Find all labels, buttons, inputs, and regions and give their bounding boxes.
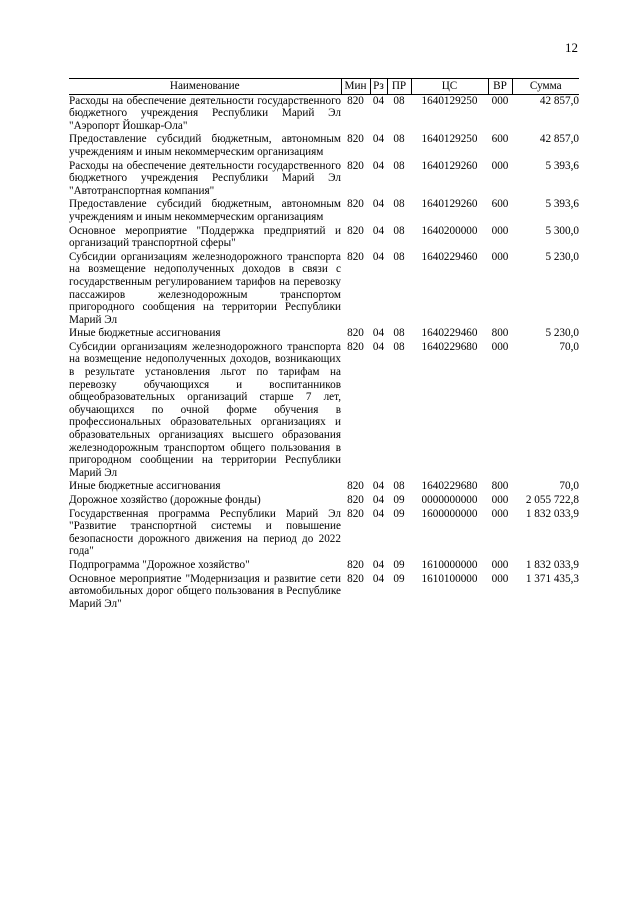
cell-pr: 09 xyxy=(393,494,405,506)
col-header-sum: Сумма xyxy=(512,79,579,95)
cell-vr: 000 xyxy=(491,340,509,353)
cell-sum: 5 230,0 xyxy=(545,250,579,263)
col-header-rz: Рз xyxy=(370,79,387,95)
cell-name: Подпрограмма "Дорожное хозяйство" xyxy=(69,558,250,571)
cell-pr: 08 xyxy=(393,198,405,211)
cell-cs: 1600000000 xyxy=(421,507,478,520)
cell-pr: 08 xyxy=(393,327,405,340)
cell-cs: 1640129250 xyxy=(421,94,478,107)
cell-sum: 5 300,0 xyxy=(545,224,579,237)
cell-vr: 000 xyxy=(491,224,509,237)
cell-cs: 0000000000 xyxy=(421,494,478,506)
cell-pr: 08 xyxy=(393,250,405,263)
cell-pr: 08 xyxy=(393,340,405,353)
cell-name: Государственная программа Республики Марий Эл "Развитие транспортной системы и повышение безопасности дорожного движения на период до 2022 года" xyxy=(69,507,341,558)
cell-min: 820 xyxy=(347,198,364,211)
cell-rz: 04 xyxy=(372,507,385,520)
cell-min: 820 xyxy=(347,133,364,146)
cell-sum: 1 832 033,9 xyxy=(525,507,579,520)
cell-name: Субсидии организациям железнодорожного транспорта на возмещение недополученных доходов, возникающих в результате установления льгот по тарифам на перевозку обучающихся и воспитанников общеобразовательных организаций старше 7 лет, обучающихся по очной форме обучения в профессиональных образовательных организациях и образовательных организациях высшего образования железнодорожным транспортом общего пользования в пригородном сообщении на территории Республики Марий Эл xyxy=(69,340,341,479)
cell-sum: 5 393,6 xyxy=(545,198,579,211)
table-row xyxy=(69,225,579,251)
cell-rz: 04 xyxy=(372,494,385,506)
cell-rz: 04 xyxy=(372,94,385,107)
cell-min: 820 xyxy=(347,340,364,353)
cell-rz: 04 xyxy=(372,480,385,493)
table-header xyxy=(69,79,579,95)
cell-min: 820 xyxy=(347,572,364,585)
cell-pr: 08 xyxy=(393,224,405,237)
cell-cs: 1640129260 xyxy=(421,198,478,211)
cell-name: Расходы на обеспечение деятельности государственного бюджетного учреждения Республики Марий Эл "Аэропорт Йошкар-Ола" xyxy=(69,94,341,132)
cell-name: Иные бюджетные ассигнования xyxy=(69,480,221,493)
cell-cs: 1640229460 xyxy=(421,327,478,340)
cell-min: 820 xyxy=(347,558,364,571)
table-row xyxy=(69,133,579,159)
table-body xyxy=(69,94,579,611)
cell-min: 820 xyxy=(347,327,364,340)
cell-vr: 000 xyxy=(491,94,509,107)
cell-vr: 000 xyxy=(491,558,509,571)
cell-rz: 04 xyxy=(372,133,385,146)
cell-rz: 04 xyxy=(372,250,385,263)
cell-vr: 800 xyxy=(491,480,509,493)
cell-min: 820 xyxy=(347,250,364,263)
cell-sum: 42 857,0 xyxy=(539,133,579,146)
cell-min: 820 xyxy=(347,480,364,493)
cell-rz: 04 xyxy=(372,572,385,585)
cell-vr: 000 xyxy=(491,250,509,263)
cell-name: Расходы на обеспечение деятельности государственного бюджетного учреждения Республики Марий Эл "Автотранспортная компания" xyxy=(69,159,341,197)
table-row xyxy=(69,94,579,133)
page-number: 12 xyxy=(565,40,578,55)
table-row xyxy=(69,573,579,612)
cell-cs: 1640229680 xyxy=(421,340,478,353)
cell-cs: 1640229460 xyxy=(421,250,478,263)
cell-rz: 04 xyxy=(372,198,385,211)
cell-rz: 04 xyxy=(372,224,385,237)
cell-name: Субсидии организациям железнодорожного транспорта на возмещение недополученных доходов в связи с государственным регулированием тарифов на перевозку пассажиров железнодорожным транспортом пригородного сообщения на территории Республики Марий Эл xyxy=(69,250,341,326)
table-row xyxy=(69,341,579,481)
col-header-cs: ЦС xyxy=(411,79,488,95)
table-row xyxy=(69,160,579,199)
table-row xyxy=(69,327,579,341)
cell-cs: 1640229680 xyxy=(421,480,478,493)
cell-sum: 1 371 435,3 xyxy=(525,572,579,585)
cell-pr: 08 xyxy=(393,94,405,107)
cell-pr: 09 xyxy=(393,572,405,585)
cell-sum: 42 857,0 xyxy=(539,94,579,107)
cell-name: Предоставление субсидий бюджетным, автономным учреждениям и иным некоммерческим организациям xyxy=(69,198,341,223)
cell-cs: 1610000000 xyxy=(421,558,478,571)
table-row xyxy=(69,494,579,508)
budget-table xyxy=(69,78,579,611)
cell-rz: 04 xyxy=(372,159,385,172)
cell-name: Основное мероприятие "Модернизация и развитие сети автомобильных дорог общего пользования в Республике Марий Эл" xyxy=(69,572,341,610)
cell-min: 820 xyxy=(347,507,364,520)
table-row xyxy=(69,480,579,494)
cell-vr: 800 xyxy=(491,327,509,340)
cell-sum: 2 055 722,8 xyxy=(525,494,579,506)
cell-vr: 000 xyxy=(491,572,509,585)
cell-pr: 08 xyxy=(393,480,405,493)
table-row xyxy=(69,559,579,573)
cell-pr: 08 xyxy=(393,159,405,172)
col-header-name: Наименование xyxy=(69,79,341,95)
cell-name: Иные бюджетные ассигнования xyxy=(69,327,221,340)
cell-pr: 09 xyxy=(393,558,405,571)
cell-cs: 1640129260 xyxy=(421,159,478,172)
cell-min: 820 xyxy=(347,94,364,107)
cell-pr: 08 xyxy=(393,133,405,146)
cell-cs: 1640129250 xyxy=(421,133,478,146)
cell-min: 820 xyxy=(347,494,364,506)
cell-rz: 04 xyxy=(372,340,385,353)
cell-sum: 1 832 033,9 xyxy=(525,558,579,571)
cell-min: 820 xyxy=(347,224,364,237)
cell-cs: 1610100000 xyxy=(421,572,478,585)
cell-pr: 09 xyxy=(393,507,405,520)
cell-sum: 5 230,0 xyxy=(545,327,579,340)
cell-sum: 70,0 xyxy=(559,480,579,493)
cell-vr: 600 xyxy=(491,133,509,146)
cell-name: Дорожное хозяйство (дорожные фонды) xyxy=(69,494,261,506)
col-header-vr: ВР xyxy=(488,79,512,95)
cell-min: 820 xyxy=(347,159,364,172)
table-row xyxy=(69,251,579,328)
cell-cs: 1640200000 xyxy=(421,224,478,237)
cell-rz: 04 xyxy=(372,327,385,340)
cell-vr: 000 xyxy=(491,159,509,172)
cell-vr: 000 xyxy=(491,494,509,506)
cell-sum: 5 393,6 xyxy=(545,159,579,172)
table-row xyxy=(69,508,579,559)
col-header-pr: ПР xyxy=(387,79,411,95)
cell-name: Предоставление субсидий бюджетным, автономным учреждениям и иным некоммерческим организациям xyxy=(69,133,341,158)
cell-vr: 600 xyxy=(491,198,509,211)
cell-vr: 000 xyxy=(491,507,509,520)
col-header-min: Мин xyxy=(341,79,370,95)
cell-rz: 04 xyxy=(372,558,385,571)
cell-sum: 70,0 xyxy=(559,340,579,353)
cell-name: Основное мероприятие "Поддержка предприятий и организаций транспортной сферы" xyxy=(69,224,341,250)
table-row xyxy=(69,198,579,224)
